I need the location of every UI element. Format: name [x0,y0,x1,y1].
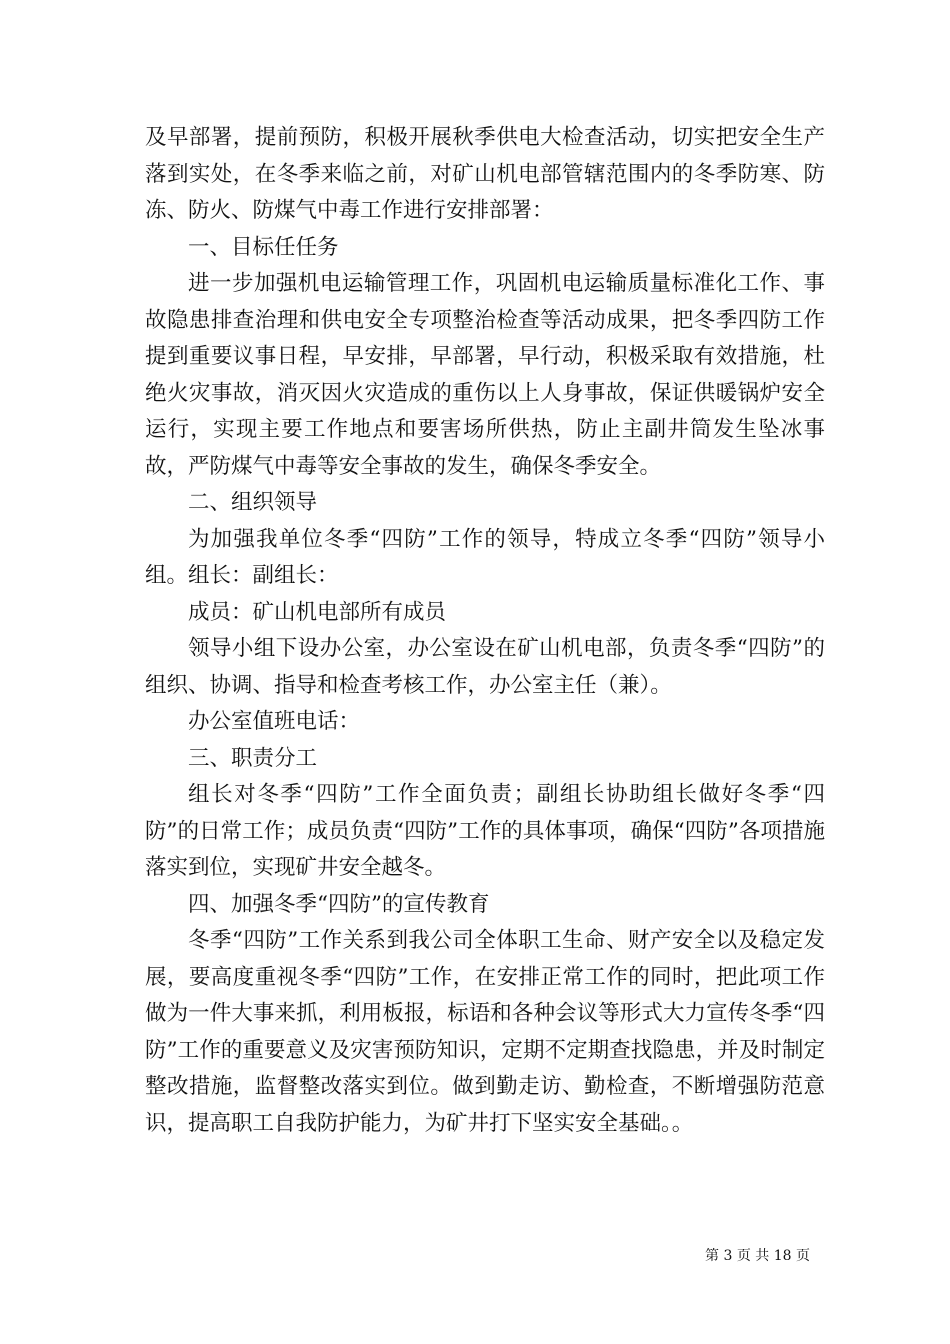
section-heading-publicity: 四、加强冬季“四防”的宣传教育 [188,891,490,917]
paragraph-office: 领导小组下设办公室，办公室设在矿山机电部，负责冬季“四防”的组织、协调、指导和检查考核工作，办公室主任（兼）。 [145,636,825,698]
section-heading-organization: 二、组织领导 [188,490,318,515]
paragraph-duty-phone: 办公室值班电话： [188,709,361,734]
paragraph-leadership-group: 为加强我单位冬季“四防”工作的领导，特成立冬季“四防”领导小组。组长：副组长： [145,526,825,588]
paragraph-duties: 组长对冬季“四防”工作全面负责；副组长协助组长做好冬季“四防”的日常工作；成员负责“四防”工作的具体事项，确保“四防”各项措施落实到位，实现矿井安全越冬。 [145,782,825,880]
section-heading-duties: 三、职责分工 [188,745,318,771]
paragraph-intro-continued: 及早部署，提前预防，积极开展秋季供电大检查活动，切实把安全生产落到实处，在冬季来临之前，对矿山机电部管辖范围内的冬季防寒、防冻、防火、防煤气中毒工作进行安排部署： [145,125,825,223]
page-number: 第 3 页 共 18 页 [705,1248,810,1264]
paragraph-goals: 进一步加强机电运输管理工作，巩固机电运输质量标准化工作、事故隐患排查治理和供电安全专项整治检查等活动成果，把冬季四防工作提到重要议事日程，早安排，早部署，早行动，积极采取有效措施，杜绝火灾事故，消灭因火灾造成的重伤以上人身事故，保证供暖锅炉安全运行，实现主要工作地点和要害场所供热，防止主副井筒发生坠冰事故，严防煤气中毒等安全事故的发生，确保冬季安全。 [145,271,825,479]
paragraph-publicity: 冬季“四防”工作关系到我公司全体职工生命、财产安全以及稳定发展，要高度重视冬季“四防”工作，在安排正常工作的同时，把此项工作做为一件大事来抓，利用板报，标语和各种会议等形式大力宣传冬季“四防”工作的重要意义及灾害预防知识，定期不定期查找隐患，并及时制定整改措施，监督整改落实到位。做到勤走访、勤检查，不断增强防范意识，提高职工自我防护能力，为矿井打下坚实安全基础。。 [145,928,825,1136]
document-body [145,120,825,1142]
paragraph-members: 成员：矿山机电部所有成员 [188,599,447,625]
section-heading-goals: 一、目标任任务 [188,234,339,260]
